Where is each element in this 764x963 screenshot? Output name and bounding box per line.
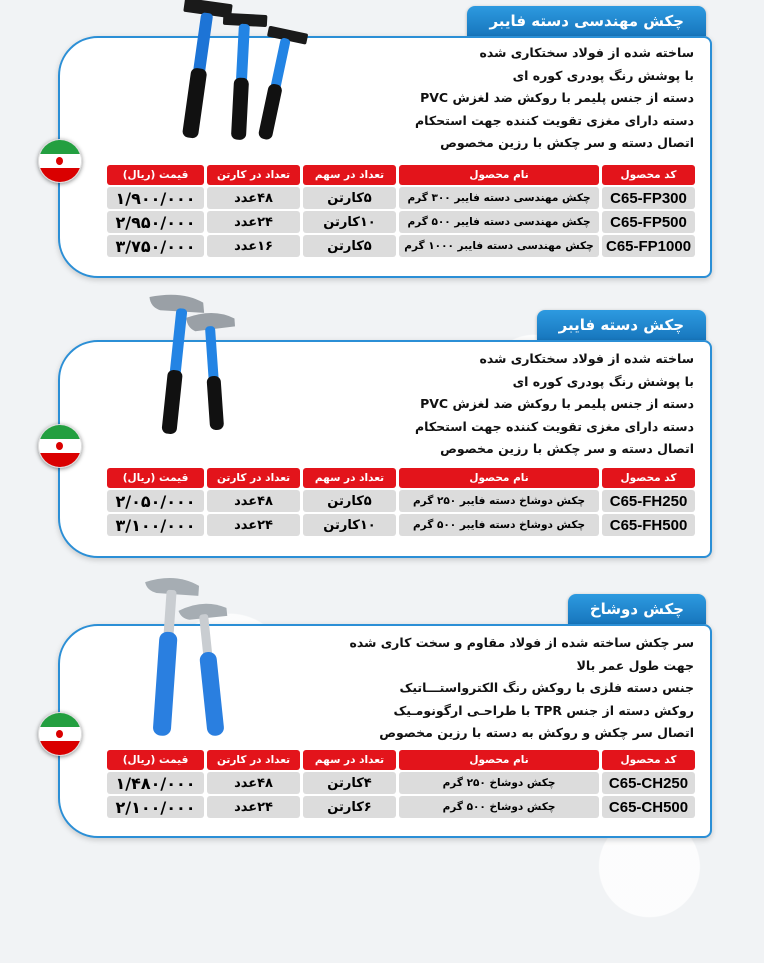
header-code: کد محصول bbox=[602, 165, 695, 185]
header-price: قیمت (ریال) bbox=[107, 468, 204, 488]
qty-box: ۴کارتن bbox=[303, 772, 396, 794]
price: ۱/۹۰۰/۰۰۰ bbox=[107, 187, 204, 209]
product-name: چکش مهندسی دسته فایبر ۱۰۰۰ گرم bbox=[399, 235, 599, 257]
feature-line: جنس دسته فلزی با روکش رنگ الکترواستـــاتیک bbox=[399, 680, 694, 695]
price-table bbox=[104, 163, 698, 259]
feature-line: روکش دسته از جنس TPR با طراحـی ارگونومـیک bbox=[393, 702, 694, 718]
table-row bbox=[107, 490, 695, 512]
table-row bbox=[107, 514, 695, 536]
feature-list bbox=[349, 632, 694, 745]
header-code: کد محصول bbox=[602, 468, 695, 488]
product-code: C65-FH250 bbox=[602, 490, 695, 512]
header-code: کد محصول bbox=[602, 750, 695, 770]
price-table bbox=[104, 748, 698, 820]
section-title: چکش دسته فایبر bbox=[537, 310, 706, 340]
section-claw-hammer bbox=[0, 570, 764, 860]
feature-list bbox=[415, 348, 694, 461]
hammer-icon bbox=[134, 290, 254, 450]
section-title: چکش دوشاخ bbox=[568, 594, 706, 624]
table-row bbox=[107, 235, 695, 257]
header-name: نام محصول bbox=[399, 750, 599, 770]
product-code: C65-FP500 bbox=[602, 211, 695, 233]
table-header-row bbox=[107, 165, 695, 185]
table-row bbox=[107, 187, 695, 209]
table-row bbox=[107, 796, 695, 818]
feature-line: دسته دارای مغزی تقویت کننده جهت استحکام bbox=[415, 112, 694, 128]
feature-line: با پوشش رنگ پودری کوره ای bbox=[512, 67, 694, 83]
feature-line: دسته دارای مغزی تقویت کننده جهت استحکام bbox=[415, 418, 694, 434]
header-qty-carton: تعداد در کارتن bbox=[207, 750, 300, 770]
qty-carton: ۲۴عدد bbox=[207, 514, 300, 536]
iran-flag-icon bbox=[38, 424, 82, 468]
section-engineer-hammer bbox=[0, 0, 764, 290]
iran-flag-icon bbox=[38, 712, 82, 756]
product-name: چکش دوشاخ ۲۵۰ گرم bbox=[399, 772, 599, 794]
product-name: چکش مهندسی دسته فایبر ۳۰۰ گرم bbox=[399, 187, 599, 209]
product-name: چکش دوشاخ دسته فایبر ۲۵۰ گرم bbox=[399, 490, 599, 512]
qty-carton: ۱۶عدد bbox=[207, 235, 300, 257]
feature-line: اتصال دسته و سر چکش با رزین مخصوص bbox=[440, 135, 694, 150]
product-name: چکش مهندسی دسته فایبر ۵۰۰ گرم bbox=[399, 211, 599, 233]
product-code: C65-FH500 bbox=[602, 514, 695, 536]
price-table bbox=[104, 466, 698, 538]
feature-line: با پوشش رنگ پودری کوره ای bbox=[512, 373, 694, 389]
header-qty-box: تعداد در سهم bbox=[303, 165, 396, 185]
hammer-icon bbox=[134, 572, 244, 742]
product-code: C65-CH500 bbox=[602, 796, 695, 818]
price: ۳/۷۵۰/۰۰۰ bbox=[107, 235, 204, 257]
product-code: C65-FP1000 bbox=[602, 235, 695, 257]
qty-box: ۵کارتن bbox=[303, 235, 396, 257]
feature-line: دسته از جنس پلیمر با روکش ضد لغزش PVC bbox=[420, 90, 694, 105]
feature-line: دسته از جنس پلیمر با روکش ضد لغزش PVC bbox=[420, 396, 694, 411]
qty-box: ۱۰کارتن bbox=[303, 514, 396, 536]
product-code: C65-FP300 bbox=[602, 187, 695, 209]
price: ۱/۴۸۰/۰۰۰ bbox=[107, 772, 204, 794]
header-price: قیمت (ریال) bbox=[107, 750, 204, 770]
feature-line: اتصال سر چکش و روکش به دسته با رزین مخصوص bbox=[379, 725, 694, 740]
price: ۲/۹۵۰/۰۰۰ bbox=[107, 211, 204, 233]
qty-carton: ۲۴عدد bbox=[207, 211, 300, 233]
price: ۲/۰۵۰/۰۰۰ bbox=[107, 490, 204, 512]
feature-line: جهت طول عمر بالا bbox=[576, 657, 694, 673]
feature-line: ساخته شده از فولاد سختکاری شده bbox=[479, 351, 694, 366]
feature-line: سر چکش ساخته شده از فولاد مقاوم و سخت کاری شده bbox=[349, 635, 694, 650]
qty-box: ۱۰کارتن bbox=[303, 211, 396, 233]
feature-line: ساخته شده از فولاد سختکاری شده bbox=[479, 45, 694, 60]
header-qty-box: تعداد در سهم bbox=[303, 750, 396, 770]
price: ۳/۱۰۰/۰۰۰ bbox=[107, 514, 204, 536]
header-price: قیمت (ریال) bbox=[107, 165, 204, 185]
header-name: نام محصول bbox=[399, 165, 599, 185]
section-title: چکش مهندسی دسته فایبر bbox=[467, 6, 706, 36]
qty-carton: ۴۸عدد bbox=[207, 187, 300, 209]
qty-box: ۵کارتن bbox=[303, 187, 396, 209]
header-qty-carton: تعداد در کارتن bbox=[207, 165, 300, 185]
qty-carton: ۴۸عدد bbox=[207, 772, 300, 794]
product-name: چکش دوشاخ دسته فایبر ۵۰۰ گرم bbox=[399, 514, 599, 536]
product-code: C65-CH250 bbox=[602, 772, 695, 794]
table-row bbox=[107, 211, 695, 233]
table-header-row bbox=[107, 750, 695, 770]
qty-carton: ۴۸عدد bbox=[207, 490, 300, 512]
hammer-icon bbox=[160, 0, 320, 160]
table-row bbox=[107, 772, 695, 794]
header-name: نام محصول bbox=[399, 468, 599, 488]
feature-line: اتصال دسته و سر چکش با رزین مخصوص bbox=[440, 441, 694, 456]
header-qty-carton: تعداد در کارتن bbox=[207, 468, 300, 488]
section-fiber-hammer bbox=[0, 290, 764, 570]
price: ۲/۱۰۰/۰۰۰ bbox=[107, 796, 204, 818]
feature-list bbox=[415, 42, 694, 155]
product-name: چکش دوشاخ ۵۰۰ گرم bbox=[399, 796, 599, 818]
qty-box: ۵کارتن bbox=[303, 490, 396, 512]
qty-carton: ۲۴عدد bbox=[207, 796, 300, 818]
qty-box: ۶کارتن bbox=[303, 796, 396, 818]
header-qty-box: تعداد در سهم bbox=[303, 468, 396, 488]
table-header-row bbox=[107, 468, 695, 488]
iran-flag-icon bbox=[38, 139, 82, 183]
